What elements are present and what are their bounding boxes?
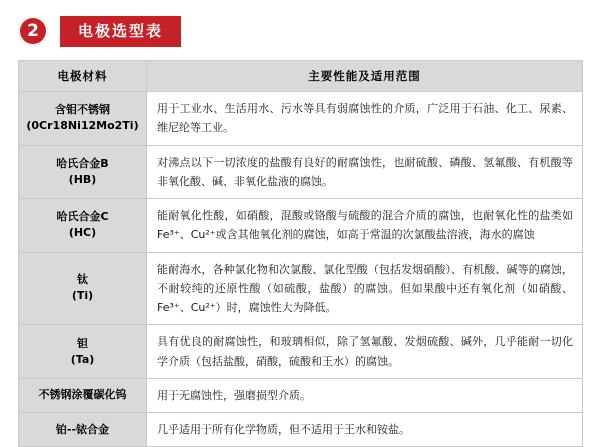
material-line: 哈氏合金C: [56, 210, 109, 224]
table-body: [19, 92, 583, 447]
table-row: [19, 199, 583, 253]
cell-material: [19, 145, 147, 199]
table-row: [19, 145, 583, 199]
material-line: (0Cr18Ni12Mo2Ti): [26, 119, 139, 133]
table-row: [19, 252, 583, 325]
cell-description: 对沸点以下一切浓度的盐酸有良好的耐腐蚀性，也耐硫酸、磷酸、氢氟酸、有机酸等非氧化酸、碱、非氧化盐液的腐蚀。: [147, 145, 583, 199]
cell-material: [19, 413, 147, 447]
table-row: [19, 325, 583, 379]
material-line: 铂--铱合金: [55, 422, 110, 436]
page-title: 电极选型表: [60, 16, 181, 47]
cell-material: [19, 378, 147, 412]
material-line: (Ti): [71, 289, 94, 303]
material-line: 钽: [77, 336, 88, 350]
material-line: (Ta): [70, 352, 95, 366]
table-header: [19, 61, 583, 92]
cell-description: 能耐海水，各种氯化物和次氯酸、氯化型酸（包括发烟硝酸）、有机酸、碱等的腐蚀，不耐较纯的还原性酸（如硫酸，盐酸）的腐蚀。但如果酸中还有氧化剂（如硝酸、Fe³⁺、Cu²⁺）时，腐蚀性大为降低。: [147, 252, 583, 325]
cell-description: 几乎适用于所有化学物质，但不适用于王水和铵盐。: [147, 413, 583, 447]
cell-description: 用于无腐蚀性，强磨损型介质。: [147, 378, 583, 412]
material-line: 哈氏合金B: [56, 156, 109, 170]
material-line: 钛: [77, 273, 88, 287]
table-header-row: [19, 61, 583, 92]
cell-description: 能耐氧化性酸，如硝酸，混酸或铬酸与硫酸的混合介质的腐蚀，也耐氧化性的盐类如Fe³⁺、Cu²⁺或含其他氧化剂的腐蚀，如高于常温的次氯酸盐溶液，海水的腐蚀: [147, 199, 583, 253]
table-row: [19, 378, 583, 412]
column-header-description: 主要性能及适用范围: [147, 61, 583, 92]
cell-material: [19, 92, 147, 146]
material-line: (HC): [68, 226, 97, 240]
cell-material: [19, 325, 147, 379]
table-row: [19, 92, 583, 146]
material-line: 含钼不锈钢: [55, 103, 110, 117]
material-line: (HB): [68, 172, 97, 186]
cell-description: 具有优良的耐腐蚀性，和玻璃相似，除了氢氟酸、发烟硫酸、碱外，几乎能耐一切化学介质（包括盐酸，硝酸，硫酸和王水）的腐蚀。: [147, 325, 583, 379]
cell-material: [19, 252, 147, 325]
page-header: [18, 12, 582, 50]
column-header-material: 电极材料: [19, 61, 147, 92]
section-number-badge: 2: [18, 16, 48, 46]
electrode-selection-table: [18, 60, 583, 447]
cell-description: 用于工业水、生活用水、污水等具有弱腐蚀性的介质，广泛用于石油、化工、尿素、维尼纶等工业。: [147, 92, 583, 146]
material-line: 不锈钢涂覆碳化钨: [38, 388, 127, 402]
table-row: [19, 413, 583, 447]
cell-material: [19, 199, 147, 253]
